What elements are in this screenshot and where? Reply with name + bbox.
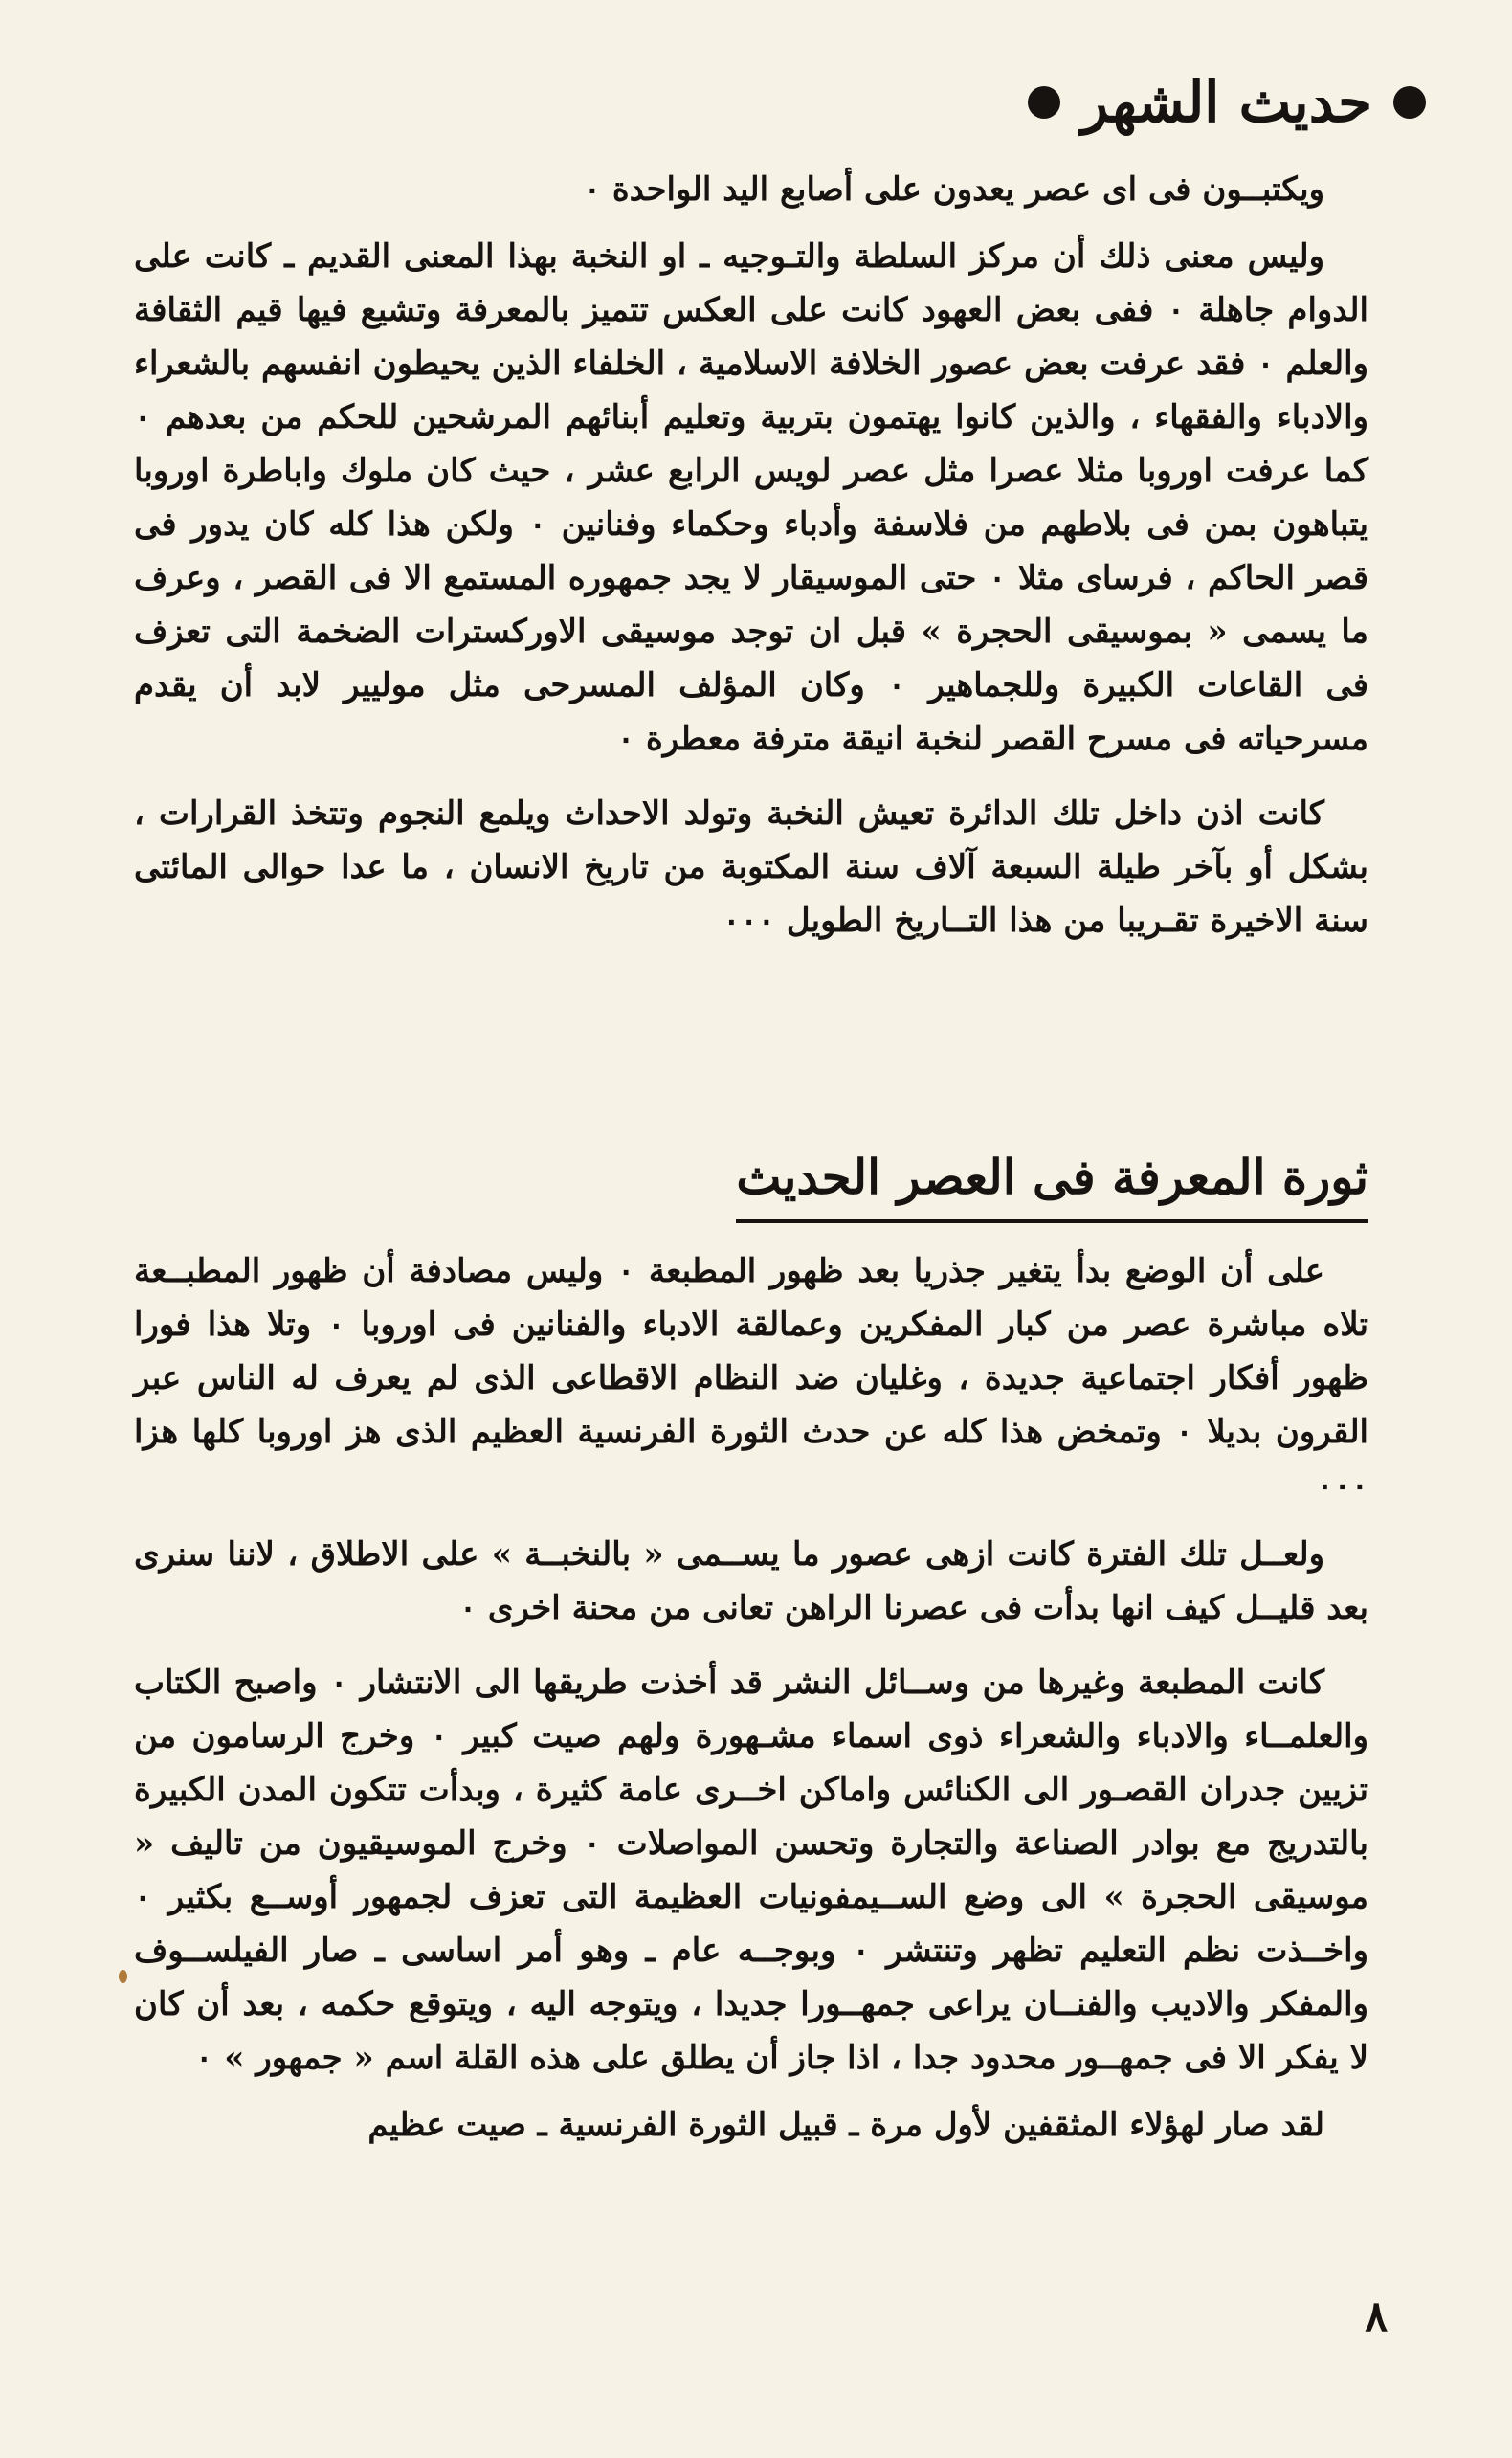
paragraph: لقد صار لهؤلاء المثقفين لأول مرة ـ قبيل الثورة الفرنسية ـ صيت عظيم — [367, 2106, 1324, 2144]
paragraph: كانت اذن داخل تلك الدائرة تعيش النخبة وتولد الاحداث ويلمع النجوم وتتخذ القرارات ، بشكل أو بآخر طيلة السبعة آلاف سنة المكتوبة من تاريخ الانسان ، ما عدا حوالى المائتى سنة الاخيرة تقـريبا من هذا التــاريخ الطويل ٠٠٠ — [134, 794, 1368, 940]
column-title: حديث الشهر — [1081, 70, 1372, 135]
paragraph: ولعــل تلك الفترة كانت ازهى عصور ما يســمى « بالنخبــة » على الاطلاق ، لاننا سنرى بعد قليــل كيف انها بدأت فى عصرنا الراهن تعانى من محنة اخرى ٠ — [134, 1535, 1368, 1627]
subheading: ثورة المعرفة فى العصر الحديث — [736, 1149, 1368, 1223]
section-two-text — [134, 1244, 1368, 2152]
paragraph: كانت المطبعة وغيرها من وســائل النشر قد أخذت طريقها الى الانتشار ٠ واصبح الكتاب والعلمــاء والادباء والشعراء ذوى اسماء مشـهورة ولهم صيت كبير ٠ وخرج الرسامون من تزيين جدران القصـور الى الكنائس واماكن اخــرى عامة كثيرة ، وبدأت تتكون المدن الكبيرة بالتدريج مع بوادر الصناعة والتجارة وتحسن المواصلات ٠ وخرج الموسيقيون من تاليف « موسيقى الحجرة » الى وضع الســيمفونيات العظيمة التى تعزف لجمهور أوســع بكثير ٠ واخــذت نظم التعليم تظهر وتنتشر ٠ وبوجــه عام ـ وهو أمر اساسى ـ صار الفيلســوف والمفكر والاديب والفنــان يراعى جمهــورا جديدا ، ويتوجه اليه ، ويتوقع حكمه ، بعد أن كان لا يفكر الا فى جمهــور محدود جدا ، اذا جاز أن يطلق على هذه القلة اسم « جمهور » ٠ — [134, 1664, 1368, 2077]
paper-speck — [119, 1970, 127, 1983]
column-header — [1028, 70, 1426, 135]
paragraph: وليس معنى ذلك أن مركز السلطة والتـوجيه ـ او النخبة بهذا المعنى القديم ـ كانت على الدوام جاهلة ٠ ففى بعض العهود كانت على العكس تتميز بالمعرفة وتشيع فيها قيم الثقافة والعلم ٠ فقد عرفت بعض عصور الخلافة الاسلامية ، الخلفاء الذين يحيطون انفسهم بالشعراء والادباء والفقهاء ، والذين كانوا يهتمون بتربية وتعليم أبنائهم المرشحين للحكم من بعدهم ٠ كما عرفت اوروبا مثلا عصرا مثل عصر لويس الرابع عشر ، حيث كان ملوك واباطرة اوروبا يتباهون بمن فى بلاطهم من فلاسفة وأدباء وحكماء وفنانين ٠ ولكن هذا كله كان يدور فى قصر الحاكم ، فرساى مثلا ٠ حتى الموسيقار لا يجد جمهوره المستمع الا فى القصر ، وعرف ما يسمى « بموسيقى الحجرة » قبل ان توجد موسيقى الاوركسترات الضخمة التى تعزف فى القاعات الكبيرة وللجماهير ٠ وكان المؤلف المسرحى مثل موليير لابد أن يقدم مسرحياته فى مسرح القصر لنخبة انيقة مترفة معطرة ٠ — [134, 237, 1368, 758]
page-number: ٨ — [1365, 2292, 1388, 2341]
paragraph: على أن الوضع بدأ يتغير جذريا بعد ظهور المطبعة ٠ وليس مصادفة أن ظهور المطبــعة تلاه مباشرة عصر من كبار المفكرين وعمالقة الادباء والفنانين فى اوروبا ٠ وتلا هذا فورا ظهور أفكار اجتماعية جديدة ، وغليان ضد النظام الاقطاعى الذى لم يعرف له الناس عبر القرون بديلا ٠ وتمخض هذا كله عن حدث الثورة الفرنسية العظيم الذى هز اوروبا كلها هزا ٠٠٠ — [134, 1252, 1368, 1505]
section-one-text — [134, 163, 1368, 948]
bullet-dot-icon — [1028, 86, 1060, 119]
bullet-dot-icon — [1393, 86, 1426, 119]
subheading-block — [736, 1149, 1368, 1223]
paragraph: ويكتبــون فى اى عصر يعدون على أصابع اليد الواحدة ٠ — [583, 170, 1324, 209]
